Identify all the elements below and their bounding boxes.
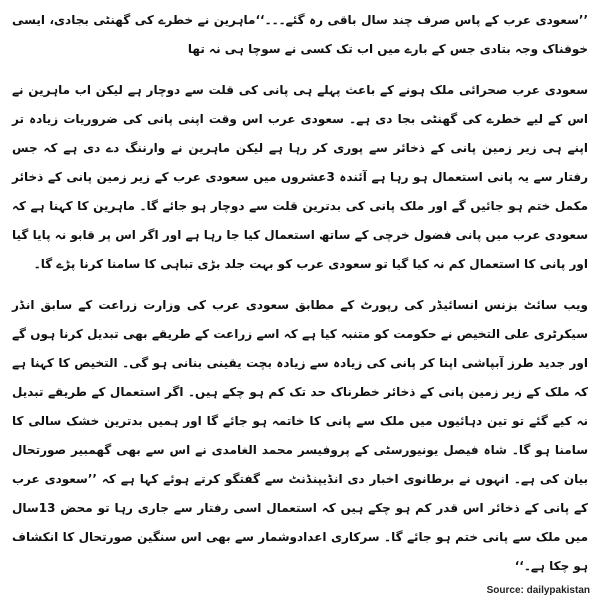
article-body-paragraph: سعودی عرب صحرائی ملک ہونے کے باعث پہلے ہی پانی کی قلت سے دوچار ہے لیکن اب ماہرین نے اس کے لیے خطرے کی گھنٹی بجا دی ہے۔ سعودی عرب اس وقت اپنی پانی کی ضروریات زیادہ تر اپنے ہی زیر زمین پانی کے ذخائر سے پوری کر رہا ہے لیکن ماہرین نے وارننگ دے دی ہے کہ جس رفتار سے یہ پانی استعمال ہو رہا ہے آئندہ 3عشروں میں سعودی عرب کے زیر زمین پانی کے ذخائر مکمل ختم ہو جائیں گے اور ملک پانی کی بدترین قلت سے دوچار ہو جائے گا۔ ماہرین کا کہنا ہے کہ سعودی عرب میں پانی فضول خرچی کے ساتھ استعمال کیا جا رہا ہے اور اگر اس پر قابو نہ پایا گیا اور پانی کا استعمال کم نہ کیا گیا تو سعودی عرب کو بہت جلد بڑی تباہی کا سامنا کرنا پڑے گا۔	[12, 83, 588, 271]
article-headline-paragraph: ’’سعودی عرب کے پاس صرف چند سال باقی رہ گئے۔۔۔‘‘ماہرین نے خطرے کی گھنٹی بجادی، ایسی خوفناک وجہ بتادی جس کے بارے میں اب تک کسی نے سوچا ہی نہ تھا	[12, 13, 588, 56]
article-body-paragraph: ویب سائٹ بزنس انسائیڈر کی رپورٹ کے مطابق سعودی عرب کی وزارت زراعت کے سابق انڈر سیکرٹری علی التخیص نے حکومت کو متنبہ کیا ہے کہ اسے زراعت کے طریقے بھی تبدیل کرنا ہوں گے اور جدید طرز آبپاشی اپنا کر پانی کی زیادہ سے زیادہ بچت یقینی بنانی ہو گی۔ التخیص کا کہنا ہے کہ ملک کے زیر زمین پانی کے ذخائر خطرناک حد تک کم ہو چکے ہیں۔ اگر استعمال کے طریقے تبدیل نہ کیے گئے تو تین دہائیوں میں ملک سے پانی کا خاتمہ ہو جائے گا اور ہمیں بدترین خشک سالی کا سامنا ہو گا۔ شاہ فیصل یونیورسٹی کے پروفیسر محمد الغامدی نے اس سے بھی گھمبیر صورتحال بیان کی ہے۔ انہوں نے برطانوی اخبار دی انڈیپنڈنٹ سے گفتگو کرتے ہوئے کہا ہے کہ ’’سعودی عرب کے پانی کے ذخائر اس قدر کم ہو چکے ہیں کہ استعمال اسی رفتار سے جاری رہا تو محض 13سال میں ملک سے پانی ختم ہو جائے گا۔ سرکاری اعدادوشمار سے بھی اس سنگین صورتحال کا انکشاف ہو چکا ہے۔‘‘	[12, 298, 588, 573]
source-credit: Source: dailypakistan	[486, 585, 590, 596]
